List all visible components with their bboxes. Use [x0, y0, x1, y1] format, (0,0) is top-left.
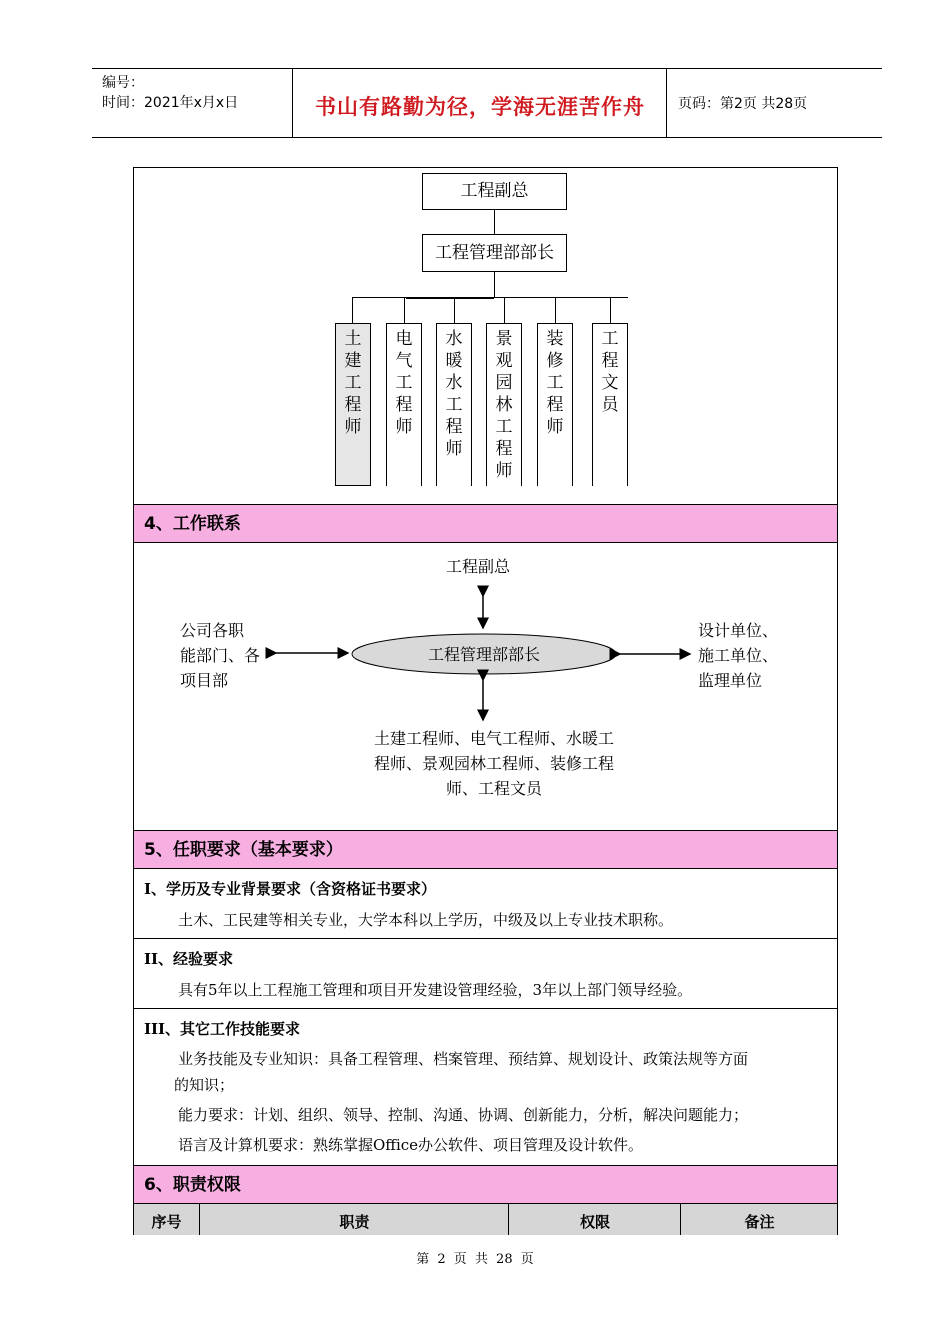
org-sub-char: 师 — [395, 417, 413, 437]
page-header — [92, 68, 882, 138]
relation-bottom: 土建工程师、电气工程师、水暖工 程师、景观园林工程师、装修工程 师、工程文员 — [373, 729, 614, 798]
org-sub-char: 文 — [601, 373, 619, 393]
org-sub-char: 工 — [495, 417, 513, 437]
org-sub-char: 程 — [495, 439, 513, 459]
relation-center: 工程管理部部长 — [427, 645, 540, 664]
org-sub-char: 工 — [344, 373, 362, 393]
org-sub-char: 程 — [601, 351, 619, 371]
skill-text: 业务技能及专业知识：具备工程管理、档案管理、预结算、规划设计、政策法规等方面 的知识； 能力要求：计划、组织、领导、控制、沟通、协调、创新能力，分析，解决问题能力； 语言及计算机要求：熟练掌握Office办公软件、项目管理及设计软件。 — [174, 1050, 749, 1154]
org-sub-char: 工 — [601, 329, 619, 349]
exp-title: II、经验要求 — [144, 950, 234, 968]
edu-text: 土木、工民建等相关专业，大学本科以上学历，中级及以上专业技术职称。 — [178, 911, 674, 929]
org-sub-char: 师 — [445, 439, 463, 459]
edu-title: I、学历及专业背景要求（含资格证书要求） — [144, 880, 437, 898]
relation-arrows — [134, 168, 837, 828]
section4-title: 4、工作联系 — [134, 505, 837, 542]
org-sub-char: 程 — [395, 395, 413, 415]
org-sub-char: 林 — [495, 395, 513, 415]
col-duty: 职责 — [199, 1204, 509, 1235]
col-no: 序号 — [151, 1213, 182, 1231]
duty-table-header — [134, 1204, 837, 1235]
exp-text: 具有5年以上工程施工管理和项目开发建设管理经验，3年以上部门领导经验。 — [178, 981, 693, 999]
header-page-info: 页码：第2页 共28页 — [678, 96, 808, 112]
col-note: 备注 — [680, 1204, 838, 1235]
doc-number-label: 编号： — [102, 75, 144, 91]
org-sub-char: 水 — [445, 329, 463, 349]
org-sub-char: 师 — [546, 417, 564, 437]
org-sub-char: 修 — [546, 351, 564, 371]
org-manager-box: 工程管理部部长 — [422, 234, 567, 272]
relation-left: 公司各职 能部门、各 项目部 — [180, 621, 261, 690]
org-sub-char: 园 — [495, 373, 513, 393]
skill-title: III、其它工作技能要求 — [144, 1020, 301, 1038]
job-description-table — [133, 167, 838, 1235]
org-sub-char: 师 — [344, 417, 362, 437]
org-sub-char: 建 — [344, 351, 362, 371]
header-motto: 书山有路勤为径，学海无涯苦作舟 — [315, 95, 645, 119]
org-sub-char: 工 — [445, 395, 463, 415]
org-sub-char: 水 — [445, 373, 463, 393]
section5-title: 5、任职要求（基本要求） — [134, 831, 837, 868]
org-sub-char: 观 — [495, 351, 513, 371]
org-sub-char: 程 — [546, 395, 564, 415]
org-sub-char: 电 — [395, 329, 413, 349]
org-sub-char: 暖 — [445, 351, 463, 371]
org-sub-char: 程 — [344, 395, 362, 415]
col-authority: 权限 — [508, 1204, 681, 1235]
org-sub-char: 师 — [495, 461, 513, 481]
org-top-box: 工程副总 — [422, 173, 567, 210]
org-sub-char: 员 — [601, 395, 619, 415]
org-sub-char: 土 — [344, 329, 362, 349]
org-sub-char: 工 — [546, 373, 564, 393]
section6-title: 6、职责权限 — [134, 1166, 837, 1203]
relation-top: 工程副总 — [446, 557, 511, 576]
relation-right: 设计单位、 施工单位、 监理单位 — [698, 621, 779, 690]
doc-time-label: 时间：2021年x月x日 — [102, 95, 239, 111]
page-footer: 第 2 页 共 28 页 — [416, 1252, 534, 1267]
org-sub-char: 装 — [546, 329, 564, 349]
header-left — [102, 73, 238, 113]
org-sub-char: 景 — [495, 329, 513, 349]
org-sub-char: 程 — [445, 417, 463, 437]
org-sub-char: 工 — [395, 373, 413, 393]
org-sub-char: 气 — [395, 351, 413, 371]
